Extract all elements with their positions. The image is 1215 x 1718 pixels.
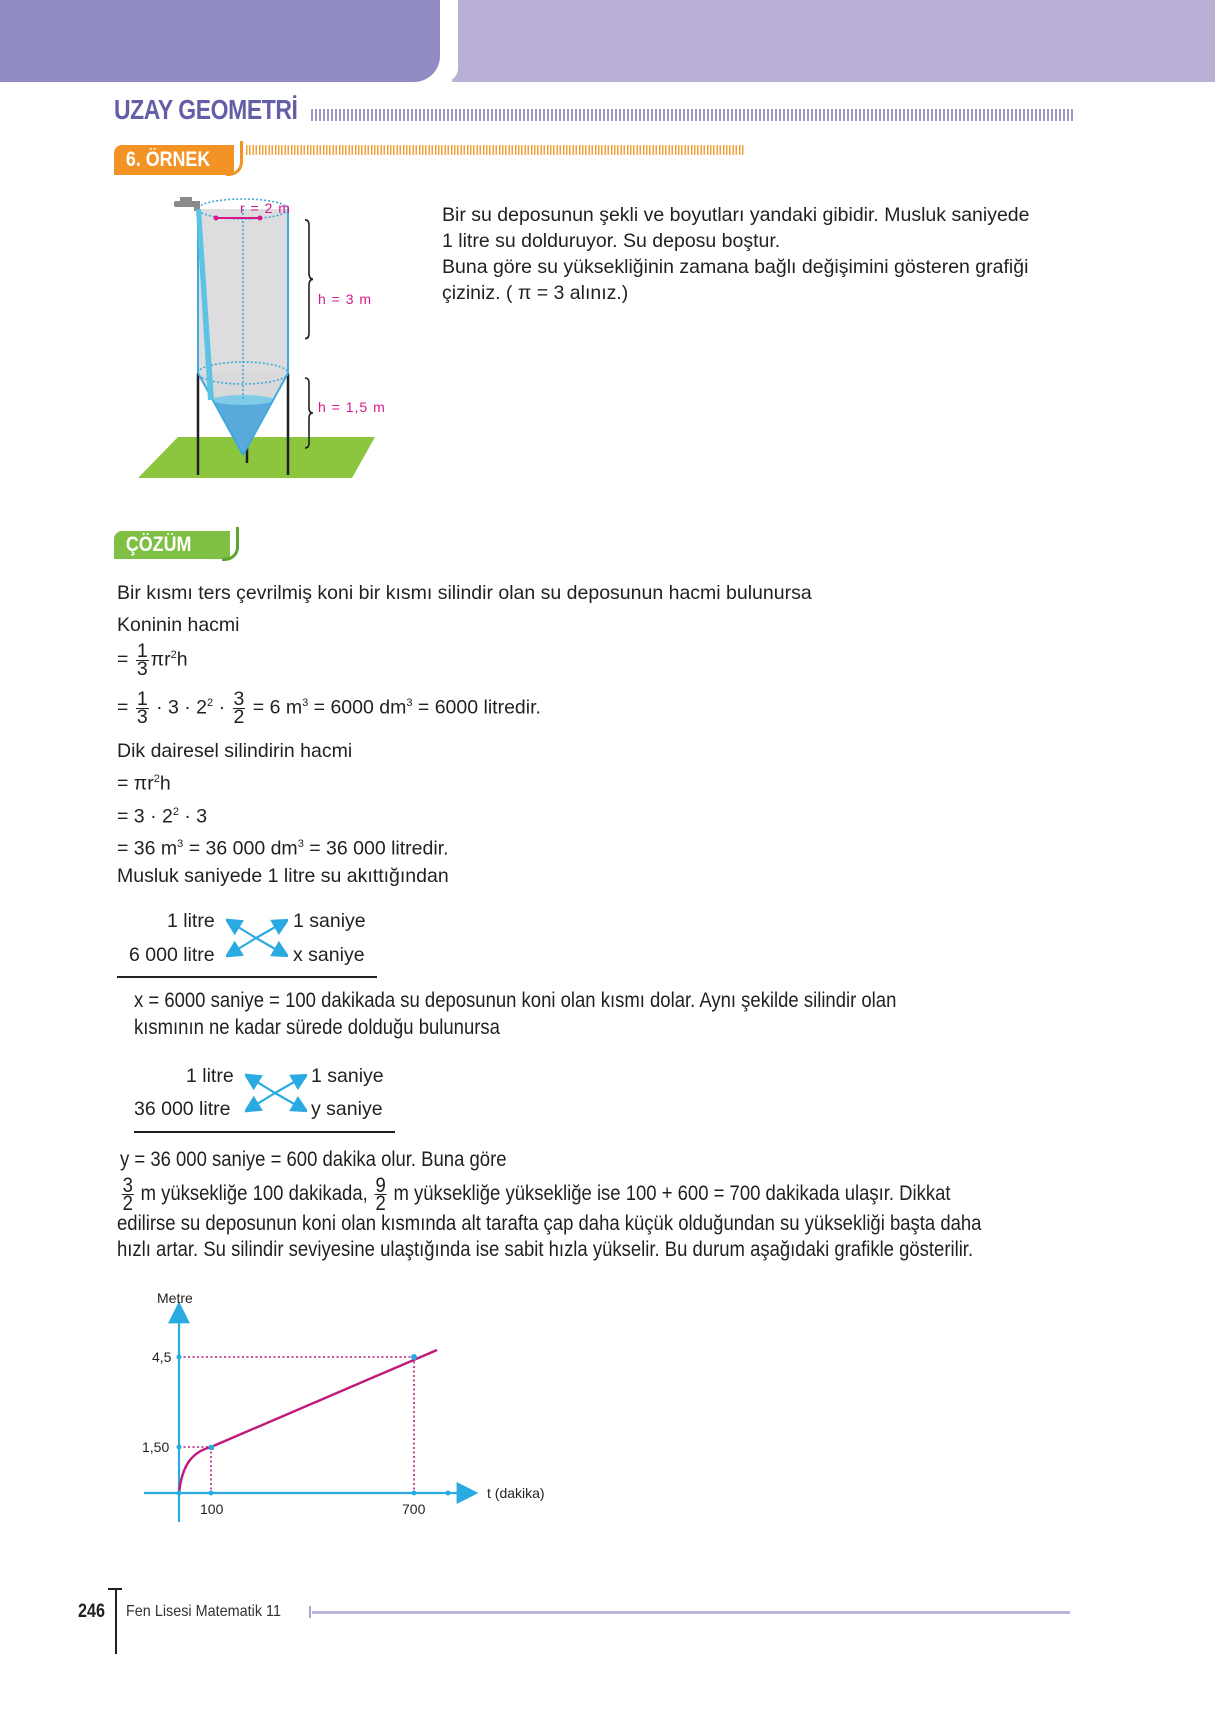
conclusion-line2: edilirse su deposunun koni olan kısmında alt tarafta çap daha küçük olduğundan su yüksekliği başta daha [117,1211,982,1235]
chapter-title-tick-rule [311,109,1073,121]
proportion1-rule [117,976,377,978]
example-tag-label: 6. ÖRNEK [125,148,211,171]
page-number: 246 [78,1601,105,1622]
solution-tag-label: ÇÖZÜM [125,533,192,556]
radius-label: r = 2 m [240,200,291,216]
problem-line: Bir su deposunun şekli ve boyutları yandaki gibidir. Musluk saniyede [442,204,1030,226]
proportion1-top-right: 1 saniye [293,910,366,932]
cylinder-fill-line [211,1350,437,1447]
example-tick-rule [246,145,744,155]
problem-line: Buna göre su yüksekliğinin zamana bağlı değişimini gösteren grafiği [442,256,1029,278]
cone-volume-formula: = $\frac{1}{3}$ $\pi r^2h$ [117,639,188,680]
cone-fill-curve [179,1447,211,1493]
proportion1-top-left: 1 litre [167,910,215,932]
water-tank-figure [130,195,430,485]
header-band-divider [440,0,458,82]
chapter-title: UZAY GEOMETRİ [114,94,298,125]
cylinder-volume-heading: Dik dairesel silindirin hacmi [117,740,353,762]
proportion2-bottom-left: 36 000 litre [134,1098,231,1120]
y-tick-4-5: 4,5 [152,1349,172,1365]
proportion2-top-left: 1 litre [186,1065,234,1087]
x-tick-100: 100 [200,1501,224,1517]
proportion2-bottom-right: y saniye [311,1098,383,1120]
problem-statement [442,202,1030,306]
cross-arrows-icon [245,1073,307,1113]
solution-tag [114,531,230,559]
cone-volume-heading: Koninin hacmi [117,614,240,636]
example-tag [114,145,234,175]
cylinder-volume-formula: = $\pi r^2h$ [117,772,171,795]
header-band-left [0,0,440,82]
cross-arrows-icon [226,918,288,958]
problem-line: çiziniz. ( π = 3 alınız.) [442,282,629,304]
footer-rule-cap [309,1606,311,1618]
x-axis-label: t (dakika) [487,1485,545,1501]
header-band-right [452,0,1215,82]
solution-intro: Bir kısmı ters çevrilmiş koni bir kısmı silindir olan su deposunun hacmi bulunursa [117,582,812,604]
cylinder-volume-calc: = $3 \cdot 2^2 \cdot 3$ [117,805,208,828]
book-title: Fen Lisesi Matematik 11 [126,1603,281,1620]
x-tick-700: 700 [402,1501,426,1517]
faucet-rate-line: Musluk saniyede 1 litre su akıttığından [117,865,449,887]
proportion1-bottom-right: x saniye [293,944,365,966]
ground-shape [138,437,375,478]
cone-height-label: h = 1,5 m [318,399,386,415]
proportion2-top-right: 1 saniye [311,1065,384,1087]
y-axis-label: Metre [157,1290,193,1306]
cylinder-height-label: h = 3 m [318,291,373,307]
result2-text: y = 36 000 saniye = 600 dakika olur. Buna göre [120,1147,507,1171]
result1-text: x = 6000 saniye = 100 dakikada su deposunun koni olan kısmı dolar. Aynı şekilde silindir olan kısmının ne kadar sürede dolduğu bulunursa [134,988,897,1039]
solution-tag-hook [222,527,239,561]
cylinder-volume-result: = 36 $m^3 = 36$ 000 $dm^3 = 36$ 000 litredir. [117,837,449,860]
cone-volume-calculation: = $\frac{1}{3}$ · $3 \cdot 2^2$ · $\frac{3}{2}$ = 6 $m^3 = 6000$ $dm^3 = 6000$ litredir. [117,687,541,728]
footer-rule [312,1611,1070,1614]
example-tag-hook [226,141,243,176]
y-tick-1-50: 1,50 [142,1439,170,1455]
conclusion-line3: hızlı artar. Su silindir seviyesine ulaştığında ise sabit hızla yükselir. Bu durum aşağıdaki grafikle gösterilir. [117,1237,974,1261]
proportion1-bottom-left: 6 000 litre [129,944,215,966]
conclusion-line1: $\frac{3}{2}$ m yüksekliğe 100 dakikada, $\frac{9}{2}$ m yüksekliğe yüksekliğe ise 100 + 600 = 700 dakikada ulaşır. Dikkat [122,1173,951,1215]
proportion2-rule [134,1131,395,1133]
problem-line: 1 litre su dolduruyor. Su deposu boştur. [442,230,781,252]
footer-divider [115,1588,117,1654]
